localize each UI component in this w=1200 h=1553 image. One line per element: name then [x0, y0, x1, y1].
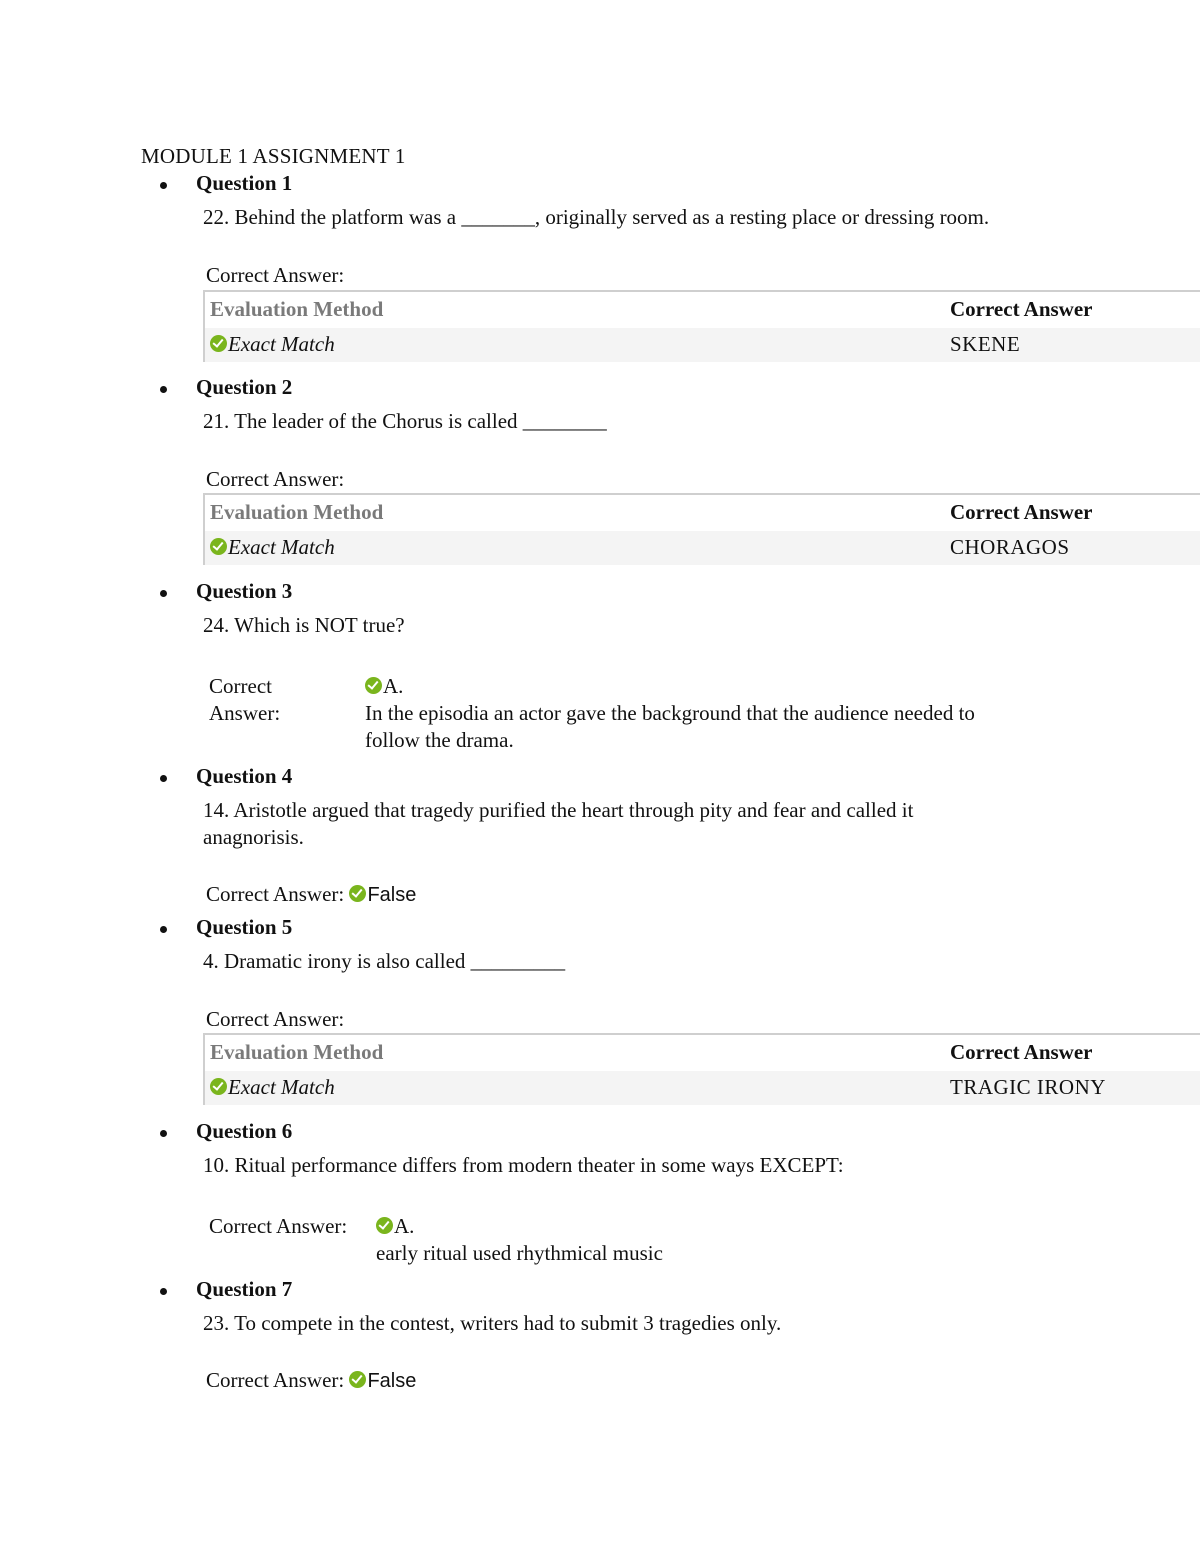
answer-table	[203, 493, 1200, 565]
question-heading: Question 4	[196, 764, 293, 788]
correct-answer-label-line2: Answer:	[209, 701, 281, 725]
question-heading: Question 3	[196, 579, 293, 603]
correct-answer-row	[206, 1367, 416, 1394]
header-evaluation-method: Evaluation Method	[210, 297, 384, 321]
header-correct-answer: Correct Answer	[950, 500, 1093, 524]
answer-table	[203, 1033, 1200, 1105]
bullet-icon	[160, 590, 167, 597]
bullet-icon	[160, 926, 167, 933]
question-heading: Question 5	[196, 915, 293, 939]
question-text: 4. Dramatic irony is also called _________	[203, 949, 566, 973]
table-row	[205, 531, 1200, 565]
correct-answer-choice	[365, 673, 1085, 754]
check-circle-icon	[210, 1078, 227, 1095]
correct-answer-label: Correct Answer:	[209, 1214, 348, 1238]
evaluation-method-value: Exact Match	[228, 1075, 335, 1099]
question-heading: Question 7	[196, 1277, 293, 1301]
header-correct-answer: Correct Answer	[950, 1040, 1093, 1064]
question-text: 21. The leader of the Chorus is called ________	[203, 409, 607, 433]
check-circle-icon	[365, 677, 382, 694]
correct-answer-label: Correct Answer:	[206, 263, 345, 287]
correct-answer-label-line1: Correct	[209, 674, 272, 698]
correct-answer-label: Correct Answer:	[206, 1368, 345, 1392]
correct-answer-cell: TRAGIC IRONY	[950, 1075, 1106, 1099]
question-heading: Question 6	[196, 1119, 293, 1143]
correct-answer-value: False	[367, 1370, 417, 1392]
bullet-icon	[160, 1288, 167, 1295]
correct-answer-cell: CHORAGOS	[950, 535, 1070, 559]
table-header-row	[205, 495, 1200, 531]
correct-answer-cell: SKENE	[950, 332, 1021, 356]
document-title: MODULE 1 ASSIGNMENT 1	[141, 144, 406, 168]
table-row	[205, 1071, 1200, 1105]
choice-letter: A.	[383, 674, 404, 698]
question-text: 22. Behind the platform was a _______, originally served as a resting place or dressing room.	[203, 205, 990, 229]
question-text: 24. Which is NOT true?	[203, 613, 405, 637]
question-text	[203, 797, 1103, 851]
answer-table	[203, 290, 1200, 362]
choice-letter: A.	[394, 1214, 415, 1238]
evaluation-method-cell	[210, 535, 335, 560]
choice-text-line1: early ritual used rhythmical music	[376, 1241, 663, 1265]
check-circle-icon	[210, 335, 227, 352]
correct-answer-label	[209, 673, 280, 727]
evaluation-method-value: Exact Match	[228, 332, 335, 356]
choice-text-line1: In the episodia an actor gave the background that the audience needed to	[365, 701, 975, 725]
correct-answer-label: Correct Answer:	[206, 467, 345, 491]
header-evaluation-method: Evaluation Method	[210, 1040, 384, 1064]
question-text: 10. Ritual performance differs from modern theater in some ways EXCEPT:	[203, 1153, 844, 1177]
table-header-row	[205, 292, 1200, 328]
question-heading: Question 2	[196, 375, 293, 399]
table-header-row	[205, 1035, 1200, 1071]
correct-answer-row	[206, 881, 416, 908]
table-row	[205, 328, 1200, 362]
check-circle-icon	[210, 538, 227, 555]
bullet-icon	[160, 182, 167, 189]
correct-answer-label: Correct Answer:	[206, 882, 345, 906]
check-circle-icon	[349, 1371, 366, 1388]
bullet-icon	[160, 775, 167, 782]
bullet-icon	[160, 386, 167, 393]
evaluation-method-cell	[210, 332, 335, 357]
correct-answer-label: Correct Answer:	[206, 1007, 345, 1031]
correct-answer-choice	[376, 1213, 1076, 1267]
choice-text-line2: follow the drama.	[365, 728, 514, 752]
question-text: 23. To compete in the contest, writers had to submit 3 tragedies only.	[203, 1311, 782, 1335]
question-text-line2: anagnorisis.	[203, 825, 304, 849]
question-heading: Question 1	[196, 171, 293, 195]
evaluation-method-cell	[210, 1075, 335, 1100]
bullet-icon	[160, 1130, 167, 1137]
evaluation-method-value: Exact Match	[228, 535, 335, 559]
question-text-line1: 14. Aristotle argued that tragedy purified the heart through pity and fear and called it	[203, 798, 914, 822]
header-correct-answer: Correct Answer	[950, 297, 1093, 321]
header-evaluation-method: Evaluation Method	[210, 500, 384, 524]
check-circle-icon	[349, 885, 366, 902]
check-circle-icon	[376, 1217, 393, 1234]
correct-answer-value: False	[367, 884, 417, 906]
